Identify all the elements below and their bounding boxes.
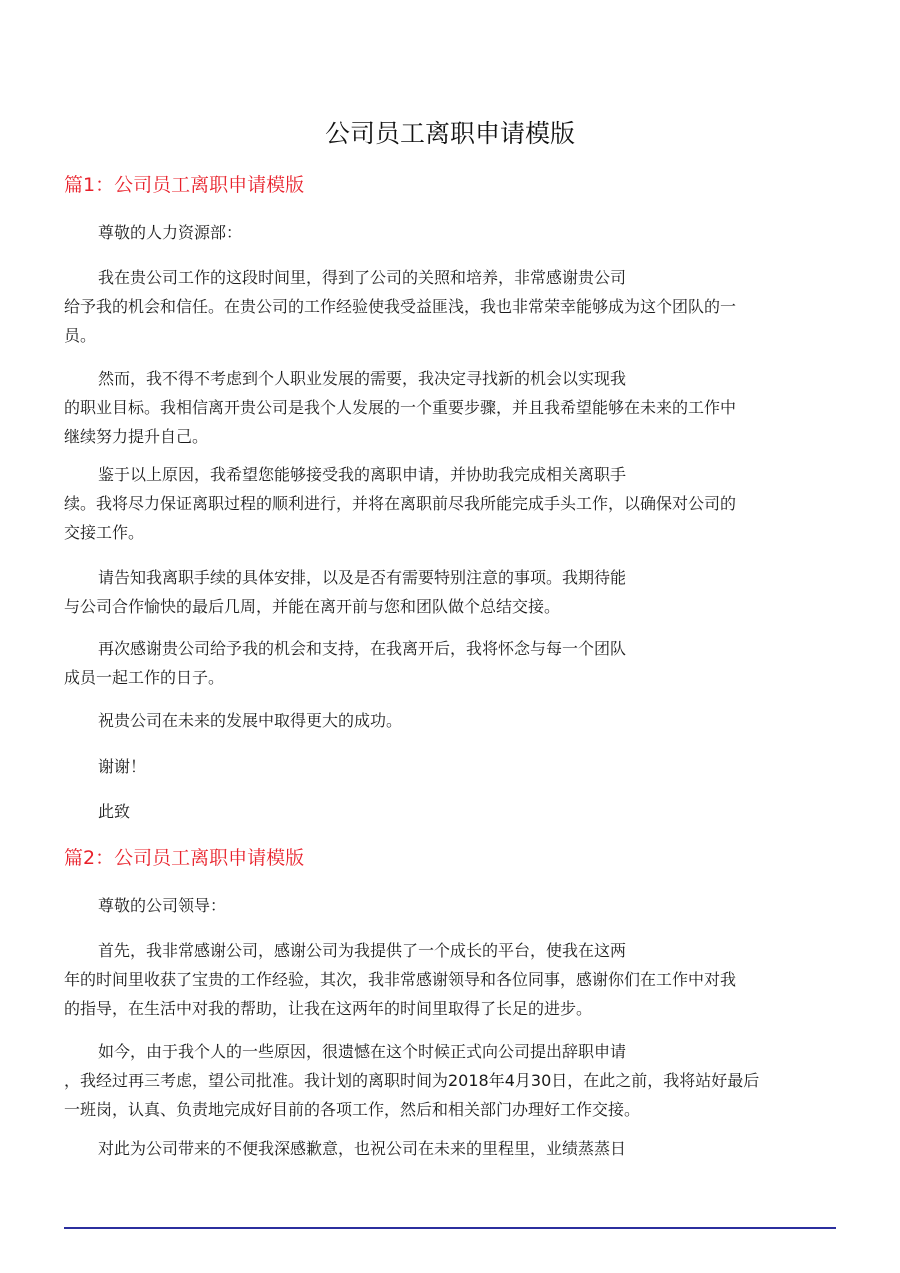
paragraph-line: 对此为公司带来的不便我深感歉意，也祝公司在未来的里程里，业绩蒸蒸日 bbox=[98, 1139, 627, 1158]
section-heading-2: 篇2：公司员工离职申请模版 bbox=[64, 847, 305, 869]
paragraph-line: 请告知我离职手续的具体安排，以及是否有需要特别注意的事项。我期待能 bbox=[98, 568, 627, 587]
paragraph-line: 给予我的机会和信任。在贵公司的工作经验使我受益匪浅，我也非常荣幸能够成为这个团队的一 bbox=[64, 297, 737, 316]
salutation-paragraph bbox=[64, 218, 844, 247]
paragraph-line: 续。我将尽力保证离职过程的顺利进行，并将在离职前尽我所能完成手头工作，以确保对公司的 bbox=[64, 494, 737, 513]
paragraph-line: 祝贵公司在未来的发展中取得更大的成功。 bbox=[98, 711, 403, 730]
paragraph-line: 我在贵公司工作的这段时间里，得到了公司的关照和培养，非常感谢贵公司 bbox=[98, 268, 627, 287]
thanks-line bbox=[64, 752, 844, 781]
paragraph-line: 尊敬的人力资源部： bbox=[98, 223, 243, 242]
page-title: 公司员工离职申请模版 bbox=[324, 119, 575, 148]
paragraph-line: 此致 bbox=[98, 802, 131, 821]
body-paragraph bbox=[64, 563, 844, 621]
paragraph-line: ，我经过再三考虑，望公司批准。我计划的离职时间为2018年4月30日，在此之前，我将站好最后 bbox=[64, 1071, 760, 1090]
paragraph-line: 一班岗，认真、负责地完成好目前的各项工作，然后和相关部门办理好工作交接。 bbox=[64, 1100, 641, 1119]
paragraph-line: 成员一起工作的日子。 bbox=[64, 668, 225, 687]
paragraph-line: 年的时间里收获了宝贵的工作经验，其次，我非常感谢领导和各位同事，感谢你们在工作中对我 bbox=[64, 970, 737, 989]
closing-line bbox=[64, 797, 844, 826]
section-heading-1: 篇1：公司员工离职申请模版 bbox=[64, 174, 305, 196]
paragraph-line: 谢谢！ bbox=[98, 757, 147, 776]
paragraph-line: 如今，由于我个人的一些原因，很遗憾在这个时候正式向公司提出辞职申请 bbox=[98, 1042, 627, 1061]
body-paragraph bbox=[64, 936, 844, 1023]
body-paragraph bbox=[64, 263, 844, 350]
footer-divider bbox=[64, 1227, 836, 1229]
body-paragraph bbox=[64, 1134, 844, 1163]
paragraph-line: 员。 bbox=[64, 326, 97, 345]
body-paragraph bbox=[64, 706, 844, 735]
body-paragraph bbox=[64, 634, 844, 692]
body-paragraph bbox=[64, 1037, 844, 1124]
paragraph-line: 与公司合作愉快的最后几周，并能在离开前与您和团队做个总结交接。 bbox=[64, 597, 561, 616]
paragraph-line: 的指导，在生活中对我的帮助，让我在这两年的时间里取得了长足的进步。 bbox=[64, 999, 593, 1018]
paragraph-line: 首先，我非常感谢公司，感谢公司为我提供了一个成长的平台，使我在这两 bbox=[98, 941, 627, 960]
paragraph-line: 继续努力提升自己。 bbox=[64, 427, 209, 446]
paragraph-line: 鉴于以上原因，我希望您能够接受我的离职申请，并协助我完成相关离职手 bbox=[98, 465, 627, 484]
salutation-paragraph bbox=[64, 891, 844, 920]
paragraph-line: 再次感谢贵公司给予我的机会和支持，在我离开后，我将怀念与每一个团队 bbox=[98, 639, 627, 658]
paragraph-line: 然而，我不得不考虑到个人职业发展的需要，我决定寻找新的机会以实现我 bbox=[98, 369, 627, 388]
paragraph-line: 的职业目标。我相信离开贵公司是我个人发展的一个重要步骤，并且我希望能够在未来的工作中 bbox=[64, 398, 737, 417]
paragraph-line: 交接工作。 bbox=[64, 523, 145, 542]
body-paragraph bbox=[64, 364, 844, 451]
body-paragraph bbox=[64, 460, 844, 547]
paragraph-line: 尊敬的公司领导： bbox=[98, 896, 227, 915]
